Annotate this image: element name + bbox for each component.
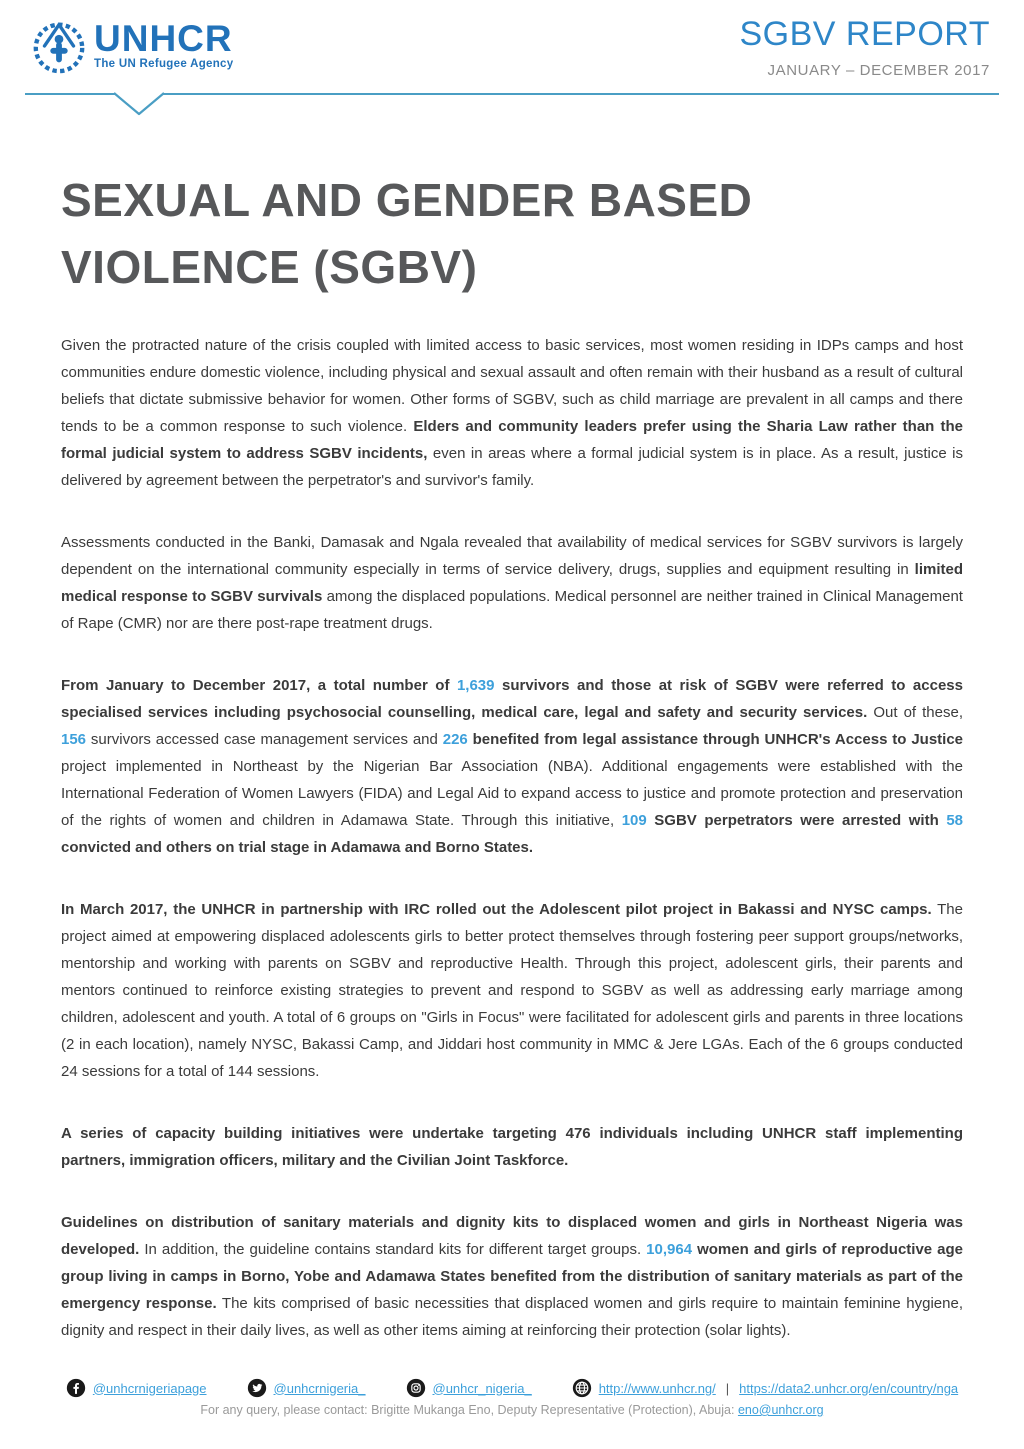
page-header	[0, 0, 1024, 79]
paragraph-assessments: Assessments conducted in the Banki, Damasak and Ngala revealed that availability of medical services for SGBV survivors is largely dependent on the international community especially in terms of service delivery, drugs, supplies and equipment resulting in limited medical response to SGBV survivals among the displaced populations. Medical personnel are neither trained in Clinical Management of Rape (CMR) nor are there post-rape treatment drugs.	[61, 533, 963, 632]
unhcr-logo	[30, 16, 233, 74]
paragraph-capacity-building: A series of capacity building initiatives were undertake targeting 476 individuals including UNHCR staff implementing partners, immigration officers, military and the Civilian Joint Taskforce.	[61, 1124, 963, 1169]
url-separator: |	[725, 1380, 730, 1396]
paragraphs-container	[61, 332, 963, 1344]
paragraph-sanitary-guidelines: Guidelines on distribution of sanitary materials and dignity kits to displaced women and girls in Northeast Nigeria was developed. In addition, the guideline contains standard kits for different target groups. 10,964 women and girls of reproductive age group living in camps in Borno, Yobe and Adamawa States benefited from the distribution of sanitary materials as part of the emergency response. The kits comprised of basic necessities that displaced women and girls require to maintain feminine hygiene, dignity and respect in their daily lives, as well as other items aiming at reinforcing their protection (solar lights).	[61, 1213, 963, 1339]
report-title: SGBV REPORT	[739, 15, 990, 53]
paragraph-referrals: From January to December 2017, a total number of 1,639 survivors and those at risk of SGBV were referred to access specialised services including psychosocial counselling, medical care, legal and safety and security services. Out of these, 156 survivors accessed case management services and 226 benefited from legal assistance through UNHCR's Access to Justice project implemented in Northeast by the Nigerian Bar Association (NBA). Additional engagements were established with the International Federation of Women Lawyers (FIDA) and Legal Aid to expand access to justice and promote protection and preservation of the rights of women and children in Adamawa State. Through this initiative, 109 SGBV perpetrators were arrested with 58 convicted and others on trial stage in Adamawa and Borno States.	[61, 676, 964, 856]
report-period: JANUARY – DECEMBER 2017	[767, 62, 990, 80]
paragraph-adolescent-project: In March 2017, the UNHCR in partnership with IRC rolled out the Adolescent pilot project in Bakassi and NYSC camps. The project aimed at empowering displaced adolescents girls to better protect themselves through fostering peer support groups/networks, mentorship and working with parents on SGBV and reproductive Health. Through this project, adolescent girls, their parents and mentors continued to reinforce existing strategies to prevent and respond to SGBV as well as addressing early marriage among children, adolescent and youth. A total of 6 groups on "Girls in Focus" were facilitated for adolescent girls and parents in three locations (2 in each location), namely NYSC, Bakassi Camp, and Jiddari host community in MMC & Jere LGAs. Each of the 6 groups conducted 24 sessions for a total of 144 sessions.	[61, 900, 963, 1080]
instagram-icon[interactable]	[406, 1378, 426, 1398]
social-links-row	[0, 1378, 1024, 1398]
contact-email-link[interactable]: eno@unhcr.org	[737, 1403, 824, 1417]
website-link[interactable]: http://www.unhcr.ng/	[598, 1380, 716, 1396]
twitter-handle-link[interactable]: @unhcrnigeria_	[273, 1380, 366, 1396]
paragraph-context: Given the protracted nature of the crisis coupled with limited access to basic services, most women residing in IDPs camps and host communities endure domestic violence, including physical and sexual assault and often remain with their husband as a result of cultural beliefs that dictate submissive behavior for women. Other forms of SGBV, such as child marriage are prevalent in all camps and there tends to be a common response to such violence. Elders and community leaders prefer using the Sharia Law rather than the formal judicial system to address SGBV incidents, even in areas where a formal judicial system is in place. As a result, justice is delivered by agreement between the perpetrator's and survivor's family.	[61, 336, 963, 489]
contact-line	[0, 1403, 1024, 1417]
twitter-icon[interactable]	[247, 1378, 267, 1398]
page-title: SEXUAL AND GENDER BASED VIOLENCE (SGBV)	[61, 174, 753, 293]
contact-text: For any query, please contact: Brigitte Mukanga Eno, Deputy Representative (Protection), Abuja:	[200, 1403, 738, 1417]
document-body	[0, 167, 1024, 1343]
facebook-icon[interactable]	[66, 1378, 86, 1398]
logo-org-name: UNHCR	[94, 18, 233, 59]
header-divider	[25, 93, 999, 117]
chevron-down-icon	[113, 92, 165, 118]
logo-tagline: The UN Refugee Agency	[94, 58, 234, 70]
data-portal-link[interactable]: https://data2.unhcr.org/en/country/nga	[739, 1380, 959, 1396]
instagram-handle-link[interactable]: @unhcr_nigeria_	[432, 1380, 532, 1396]
unhcr-emblem-icon	[30, 16, 88, 74]
page-footer	[0, 1378, 1024, 1417]
globe-icon[interactable]	[572, 1378, 592, 1398]
facebook-handle-link[interactable]: @unhcrnigeriapage	[92, 1380, 207, 1396]
